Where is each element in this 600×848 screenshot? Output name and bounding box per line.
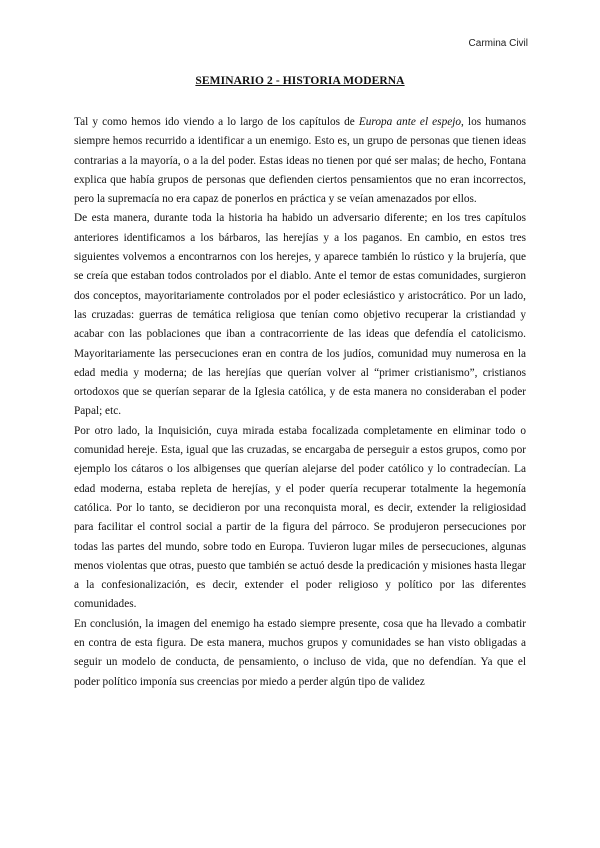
paragraph-intro-end: , los humanos siempre hemos recurrido a identificar a un enemigo. Esto es, un grupo de personas que tienen ideas contrarias a la mayoría, o a la del poder. Estas ideas no tienen por qué ser malas; de hecho, Fontana explica que había grupos de personas que defienden ciertos pensamientos que no eran incorrectos, pero la supremacía no era capaz de ponerlos en práctica y se veían amenazados por ellos. [74,116,526,206]
document-body [74,113,526,692]
paragraph-crusades: De esta manera, durante toda la historia ha habido un adversario diferente; en los tres capítulos anteriores identificamos a los bárbaros, las herejías y a los paganos. En cambio, en estos tres siguientes volvemos a encontrarnos con los herejes, y aparece también lo rústico y la brujería, que se creía que estaban todos controlados por el diablo. Ante el temor de estas comunidades, surgieron dos conceptos, mayoritariamente controlados por el poder eclesiástico y aristocrático. Por un lado, las cruzadas: guerras de temática religiosa que tenían como objetivo recuperar la cristiandad y acabar con las poblaciones que iban a contracorriente de las ideas que defendía el catolicismo. Mayoritariamente las persecuciones eran en contra de los judíos, comunidad muy numerosa en la edad media y moderna; de las herejías que querían volver al “primer cristianismo”, cristianos ortodoxos que se querían separar de la Iglesia católica, y de esta manera no consideraban el poder Papal; etc. [74,212,526,418]
book-title: Europa ante el espejo [358,116,462,128]
paragraph-intro-start: Tal y como hemos ido viendo a lo largo de los capítulos de [74,116,359,128]
paragraph-intro [74,113,526,209]
author-name: Carmina Civil [468,38,528,49]
document-title: SEMINARIO 2 - HISTORIA MODERNA [195,75,405,87]
paragraph-conclusion: En conclusión, la imagen del enemigo ha estado siempre presente, cosa que ha llevado a combatir en contra de esta figura. De esta manera, muchos grupos y comunidades se han visto obligadas a seguir un modelo de conducta, de pensamiento, o incluso de vida, que no defendían. Ya que el poder político imponía sus creencias por miedo a perder algún tipo de validez [74,617,526,688]
paragraph-inquisition: Por otro lado, la Inquisición, cuya mirada estaba focalizada completamente en eliminar todo o comunidad hereje. Esta, igual que las cruzadas, se encargaba de perseguir a estos grupos, como por ejemplo los cátaros o los albigenses que querían alejarse del poder católico y lo contradecían. La edad moderna, estaba repleta de herejías, y el poder quería recuperar totalmente la hegemonía católica. Por lo tanto, se decidieron por una reconquista moral, es decir, extender la religiosidad para facilitar el control social a partir de la figura del párroco. Se produjeron persecuciones por todas las partes del mundo, sobre todo en Europa. Tuvieron lugar miles de persecuciones, algunas menos violentas que otras, puesto que también se actuó desde la predicación y misiones hasta llegar a la confesionalización, es decir, extender el poder religioso y político por las diferentes comunidades. [74,424,526,611]
